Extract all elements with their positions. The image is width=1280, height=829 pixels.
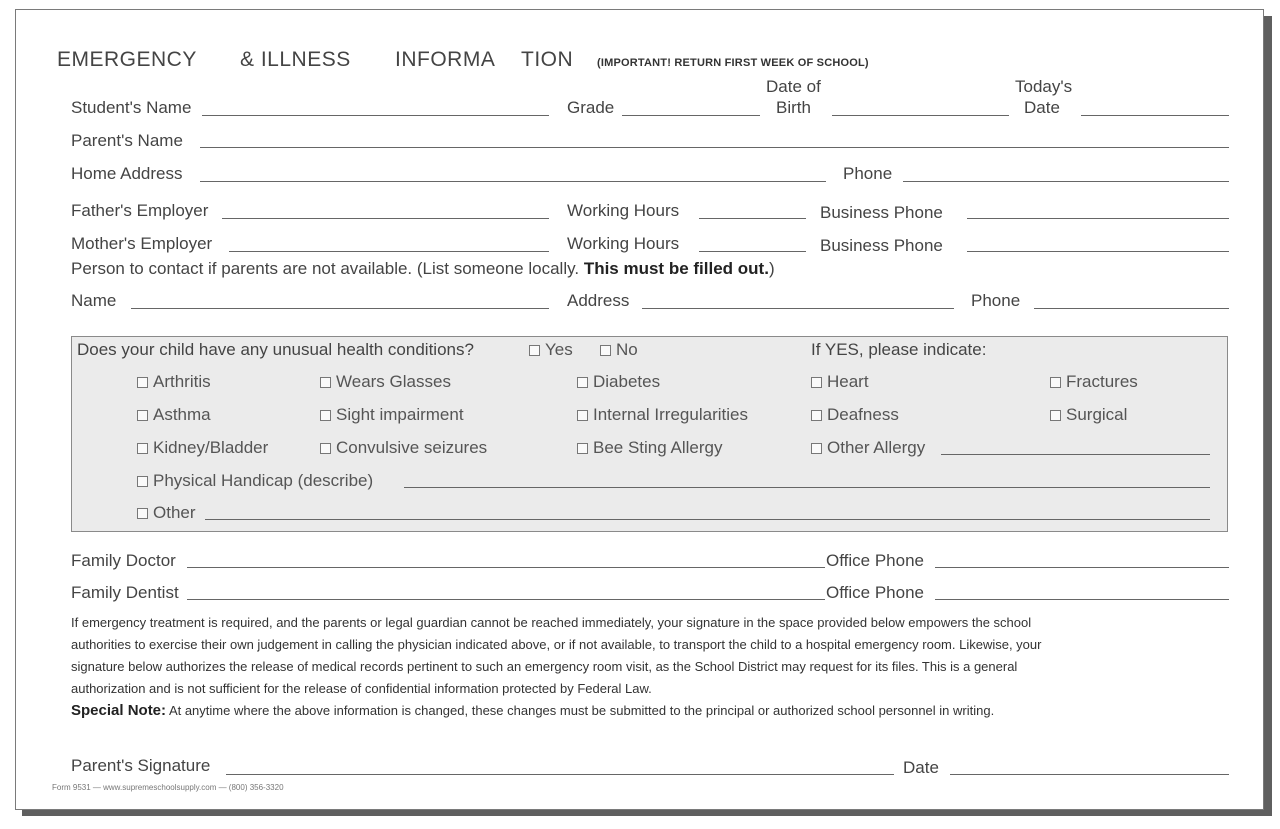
today-label-line2: Date <box>1024 98 1060 117</box>
physical-handicap-label: Physical Handicap (describe) <box>153 471 374 490</box>
condition-checkbox[interactable] <box>577 405 748 425</box>
authorization-line-3: signature below authorizes the release of medical records pertinent to such an emergency room visit, as the School District may request for its files. This is a general <box>71 659 1018 674</box>
home-address-label: Home Address <box>71 164 183 183</box>
condition-checkbox[interactable] <box>1050 405 1127 425</box>
no-checkbox[interactable] <box>600 340 638 360</box>
special-note <box>71 702 994 719</box>
parent-name-label: Parent's Name <box>71 131 183 150</box>
no-label: No <box>616 340 638 359</box>
family-dentist-field[interactable] <box>187 599 825 600</box>
dob-label-line2: Birth <box>776 98 811 117</box>
checkbox-icon <box>137 508 148 519</box>
important-note: (IMPORTANT! RETURN FIRST WEEK OF SCHOOL) <box>597 57 869 69</box>
form-footer: Form 9531 — www.supremeschoolsupply.com — (800) 356-3320 <box>52 783 284 792</box>
dentist-office-phone-label: Office Phone <box>826 583 924 602</box>
mother-working-hours-label: Working Hours <box>567 234 680 253</box>
parent-signature-label: Parent's Signature <box>71 756 211 775</box>
contact-instruction-text: Person to contact if parents are not available. (List someone locally. <box>71 259 580 278</box>
condition-label: Fractures <box>1066 372 1138 391</box>
checkbox-icon <box>811 443 822 454</box>
student-name-label: Student's Name <box>71 98 192 117</box>
condition-label: Diabetes <box>593 372 661 391</box>
contact-instruction-bold: This must be filled out. <box>583 259 769 278</box>
condition-label: Kidney/Bladder <box>153 438 269 457</box>
authorization-line-2: authorities to exercise their own judgement in calling the physician indicated above, or if not available, to transport the child to a hospital emergency room. Likewise, your <box>71 637 1042 652</box>
contact-phone-field[interactable] <box>1034 308 1229 309</box>
form-title-emergency: EMERGENCY <box>57 48 197 71</box>
father-business-phone-label: Business Phone <box>820 203 943 222</box>
doctor-office-phone-field[interactable] <box>935 567 1229 568</box>
checkbox-icon <box>137 476 148 487</box>
condition-checkbox[interactable] <box>320 372 451 392</box>
checkbox-icon <box>577 443 588 454</box>
home-phone-label: Phone <box>843 164 893 183</box>
checkbox-icon <box>137 410 148 421</box>
contact-instruction <box>71 259 775 279</box>
condition-checkbox[interactable] <box>320 438 487 458</box>
form-title-informa: INFORMA <box>395 48 496 71</box>
father-working-hours-field[interactable] <box>699 218 806 219</box>
mother-business-phone-label: Business Phone <box>820 236 943 255</box>
if-yes-label: If YES, please indicate: <box>811 340 987 359</box>
health-question: Does your child have any unusual health conditions? <box>77 340 474 359</box>
checkbox-icon <box>137 377 148 388</box>
other-allergy-field[interactable] <box>941 454 1210 455</box>
dob-label-line1: Date of <box>766 77 821 96</box>
form-title-illness: & ILLNESS <box>240 48 351 71</box>
authorization-line-4: authorization and is not sufficient for the release of confidential information protected by Federal Law. <box>71 681 652 696</box>
authorization-line-1: If emergency treatment is required, and the parents or legal guardian cannot be reached immediately, your signature in the space provided below empowers the school <box>71 615 1032 630</box>
checkbox-icon <box>1050 410 1061 421</box>
condition-checkbox[interactable] <box>811 438 925 458</box>
condition-checkbox[interactable] <box>811 372 869 392</box>
home-address-field[interactable] <box>200 181 826 182</box>
condition-checkbox[interactable] <box>137 405 211 425</box>
physical-handicap-checkbox[interactable] <box>137 471 373 491</box>
today-label-line1: Today's <box>1015 77 1073 96</box>
family-doctor-field[interactable] <box>187 567 825 568</box>
home-phone-field[interactable] <box>903 181 1229 182</box>
doctor-office-phone-label: Office Phone <box>826 551 924 570</box>
grade-label: Grade <box>567 98 615 117</box>
condition-label: Surgical <box>1066 405 1128 424</box>
dentist-office-phone-field[interactable] <box>935 599 1229 600</box>
contact-address-field[interactable] <box>642 308 954 309</box>
other-label: Other <box>153 503 196 522</box>
checkbox-icon <box>577 410 588 421</box>
special-note-text: At anytime where the above information is changed, these changes must be submitted to the principal or authorized school personnel in writing. <box>168 703 995 718</box>
checkbox-icon <box>137 443 148 454</box>
parent-name-field[interactable] <box>200 147 1229 148</box>
condition-label: Heart <box>827 372 869 391</box>
grade-field[interactable] <box>622 115 760 116</box>
signature-date-field[interactable] <box>950 774 1229 775</box>
father-working-hours-label: Working Hours <box>567 201 680 220</box>
condition-checkbox[interactable] <box>137 372 211 392</box>
today-date-field[interactable] <box>1081 115 1229 116</box>
father-employer-field[interactable] <box>222 218 549 219</box>
family-dentist-label: Family Dentist <box>71 583 179 602</box>
checkbox-icon <box>529 345 540 356</box>
condition-label: Sight impairment <box>336 405 464 424</box>
condition-label: Bee Sting Allergy <box>593 438 723 457</box>
condition-label: Arthritis <box>153 372 211 391</box>
checkbox-icon <box>320 410 331 421</box>
condition-label: Other Allergy <box>827 438 926 457</box>
contact-address-label: Address <box>567 291 630 310</box>
health-conditions-box <box>71 336 1228 532</box>
father-employer-label: Father's Employer <box>71 201 209 220</box>
condition-checkbox[interactable] <box>811 405 899 425</box>
checkbox-icon <box>577 377 588 388</box>
condition-label: Convulsive seizures <box>336 438 488 457</box>
parent-signature-field[interactable] <box>226 774 894 775</box>
mother-employer-field[interactable] <box>229 251 549 252</box>
mother-business-phone-field[interactable] <box>967 251 1229 252</box>
father-business-phone-field[interactable] <box>967 218 1229 219</box>
condition-checkbox[interactable] <box>320 405 464 425</box>
condition-label: Internal Irregularities <box>593 405 748 424</box>
condition-label: Asthma <box>153 405 211 424</box>
condition-checkbox[interactable] <box>137 438 268 458</box>
yes-label: Yes <box>545 340 573 359</box>
checkbox-icon <box>1050 377 1061 388</box>
other-field[interactable] <box>205 519 1210 520</box>
condition-label: Wears Glasses <box>336 372 451 391</box>
special-note-label: Special Note: <box>71 702 167 719</box>
contact-phone-label: Phone <box>971 291 1021 310</box>
contact-instruction-end: ) <box>768 259 775 278</box>
yes-checkbox[interactable] <box>529 340 573 360</box>
contact-name-field[interactable] <box>131 308 549 309</box>
form-title-tion: TION <box>521 48 574 71</box>
dob-field[interactable] <box>832 115 1009 116</box>
checkbox-icon <box>600 345 611 356</box>
family-doctor-label: Family Doctor <box>71 551 176 570</box>
checkbox-icon <box>320 377 331 388</box>
condition-label: Deafness <box>827 405 899 424</box>
mother-working-hours-field[interactable] <box>699 251 806 252</box>
contact-name-label: Name <box>71 291 117 310</box>
signature-date-label: Date <box>903 758 939 777</box>
student-name-field[interactable] <box>202 115 549 116</box>
condition-checkbox[interactable] <box>577 438 722 458</box>
checkbox-icon <box>811 377 822 388</box>
condition-checkbox[interactable] <box>577 372 660 392</box>
mother-employer-label: Mother's Employer <box>71 234 213 253</box>
condition-checkbox[interactable] <box>1050 372 1138 392</box>
checkbox-icon <box>811 410 822 421</box>
checkbox-icon <box>320 443 331 454</box>
physical-handicap-field[interactable] <box>404 487 1210 488</box>
other-checkbox[interactable] <box>137 503 196 523</box>
